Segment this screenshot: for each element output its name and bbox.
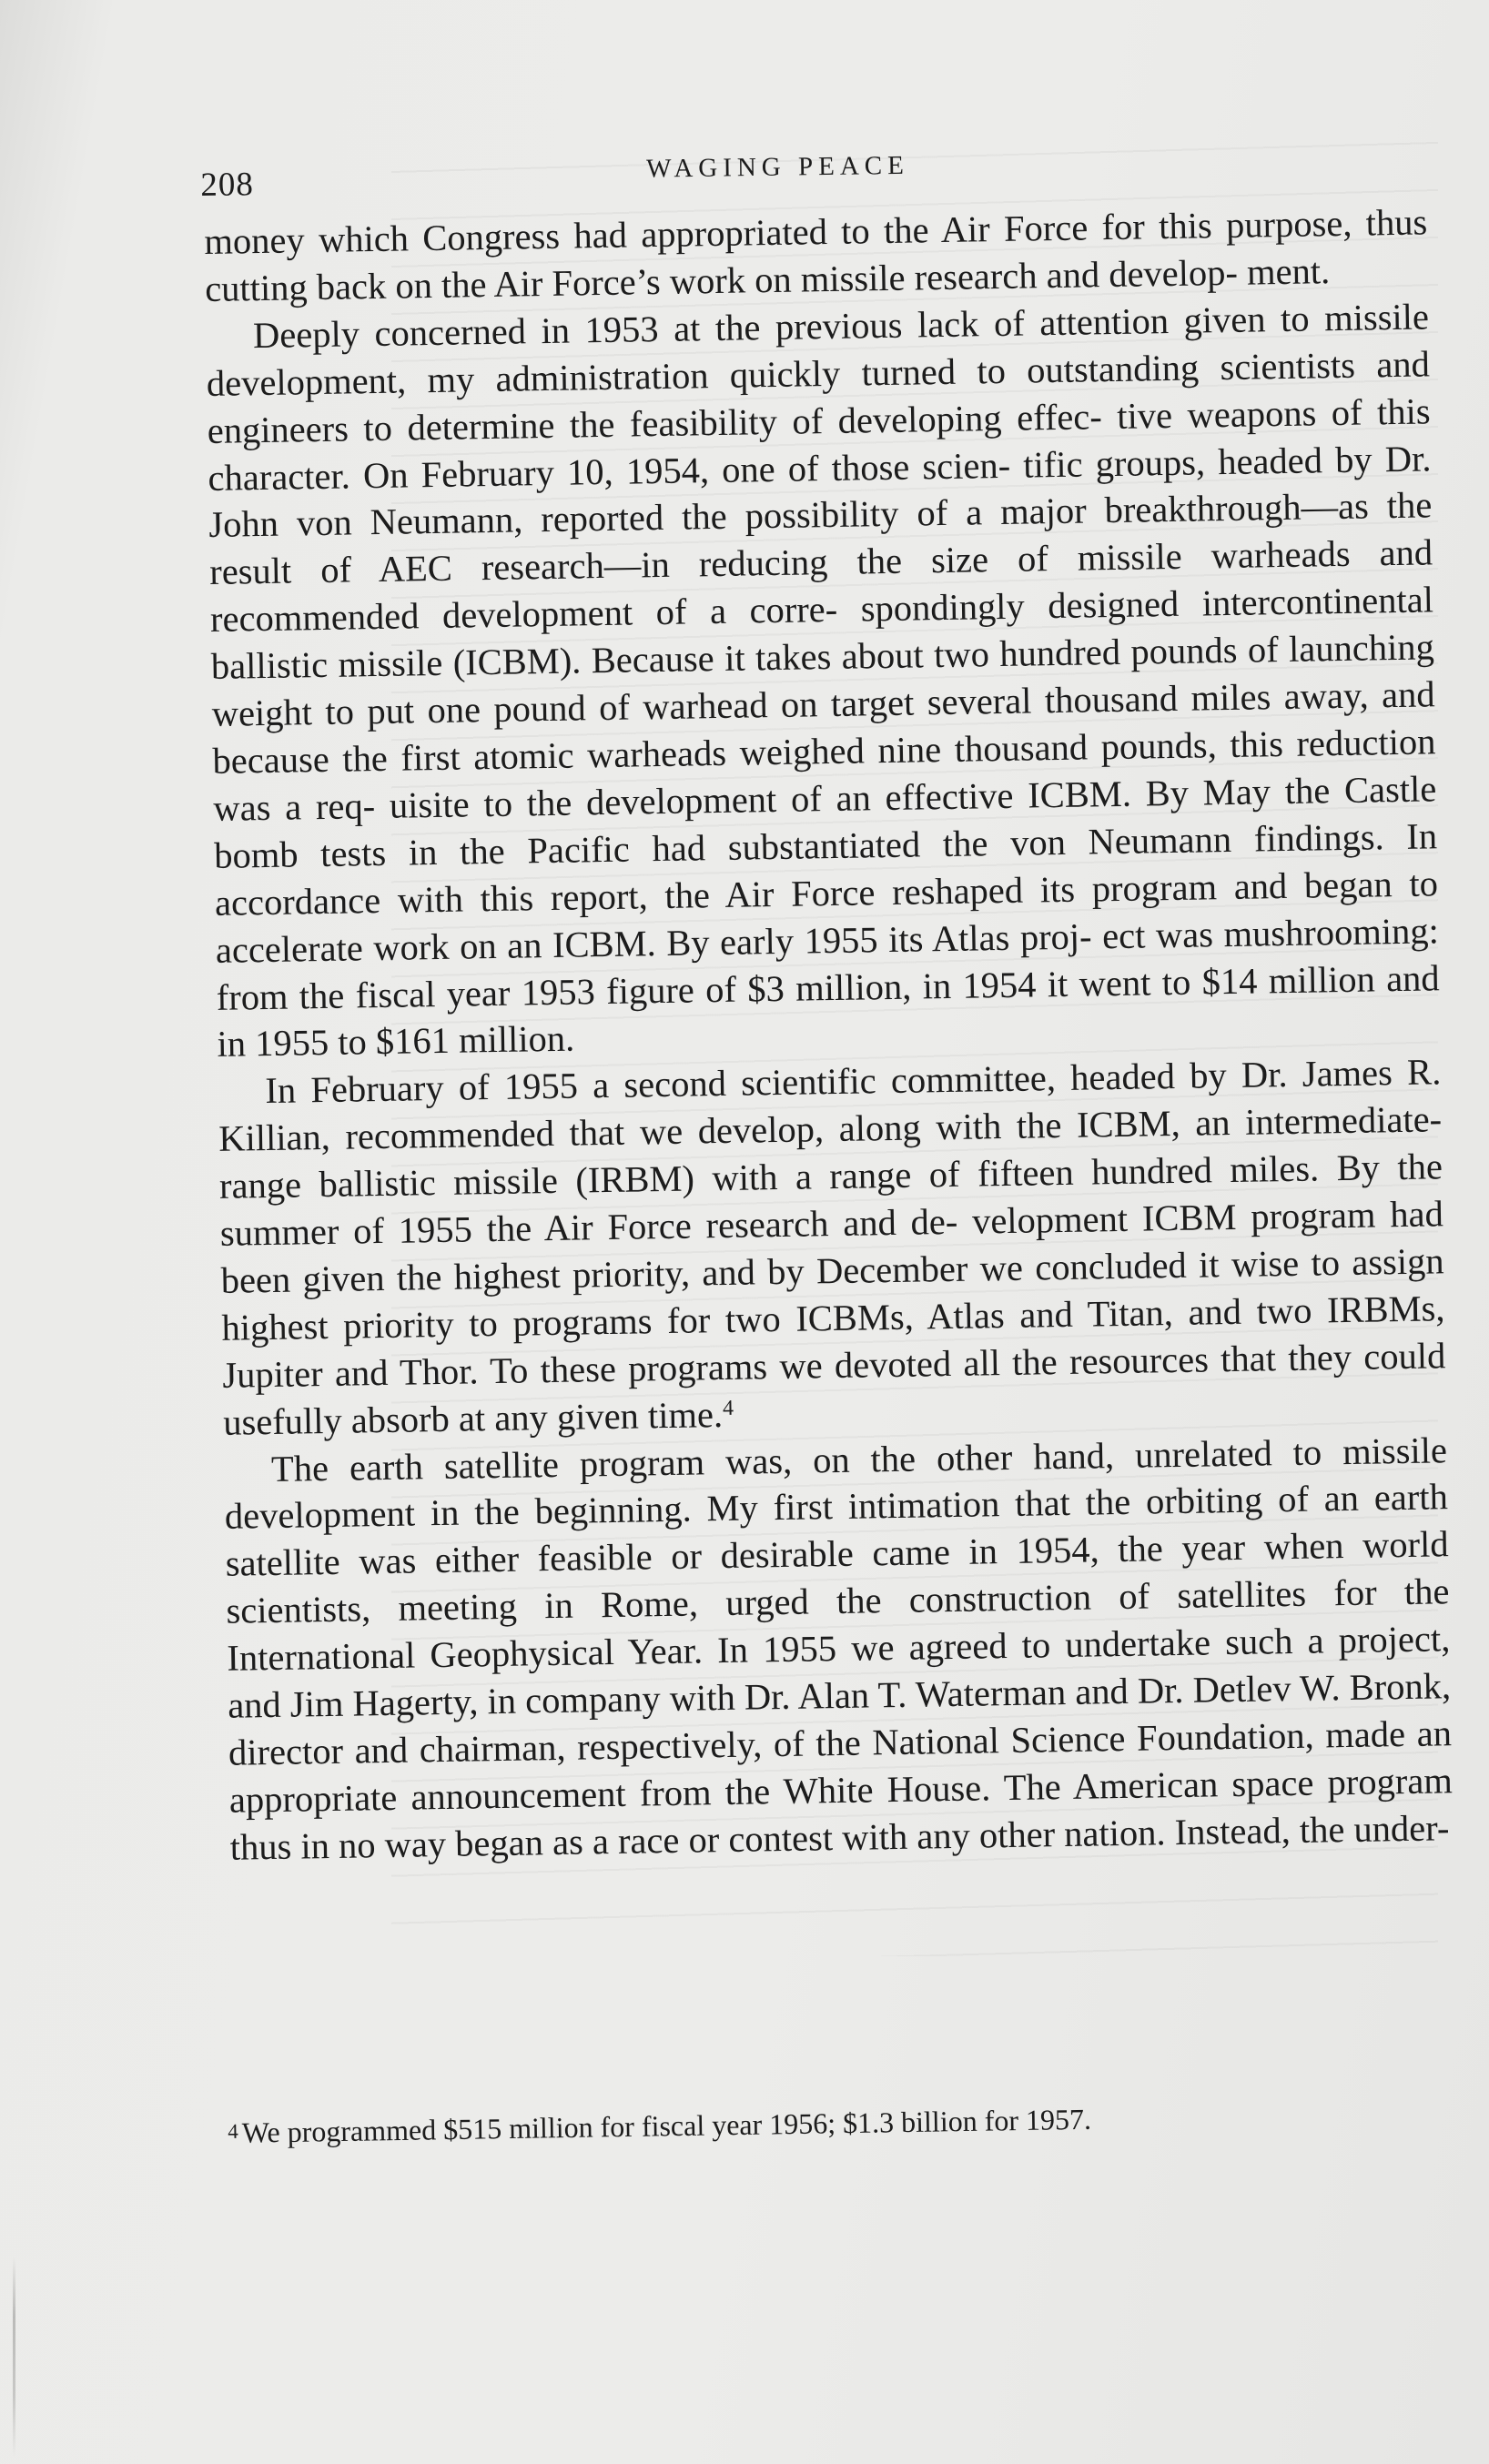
paragraph-3 bbox=[218, 1049, 1446, 1447]
page-edge-mark bbox=[13, 2257, 15, 2457]
paragraph-4: The earth satellite program was, on the other hand, unrelated to missile development in the beginning. My first intimation that the orbiting of an earth satellite was either feasible or desirable came in 1954, the year when world scientists, meeting in Rome, urged the construction of satellites for the International Geophysical Year. In 1955 we agreed to undertake such a project, and Jim Hagerty, in company with Dr. Alan T. Waterman and Dr. Detlev W. Bronk, director and chairman, respectively, of the National Science Foundation, made an appropriate announcement from the White House. The American space program thus in no way began as a race or contest with any other nation. Instead, the under- bbox=[224, 1429, 1454, 1868]
paragraph-3-text: In February of 1955 a second scientific committee, headed by Dr. James R. Killian, recommended that we develop, along with the ICBM, an intermediate-range ballistic missile (IRBM) with a range of fifteen hundred miles. By the summer of 1955 the Air Force research and de- velopment ICBM program had been given the highest priority, and by December we concluded it wise to assign highest priority to programs for two ICBMs, Atlas and Titan, and two IRBMs, Jupiter and Thor. To these programs we devoted all the resources that they could usefully absorb at any given time. bbox=[218, 1051, 1446, 1443]
page-number: 208 bbox=[200, 166, 255, 204]
footnote-reference: 4 bbox=[722, 1396, 734, 1420]
footnote-mark: 4 bbox=[228, 2119, 239, 2143]
footnote bbox=[228, 2095, 1420, 2151]
body-text bbox=[204, 198, 1454, 1871]
paragraph-1: money which Congress had appropriated to the Air Force for this purpose, thus cutting back on the Air Force’s work on missile research and develop- ment. bbox=[204, 201, 1428, 309]
footnote-text: We programmed $515 million for fiscal year 1956; $1.3 billion for 1957. bbox=[241, 2102, 1092, 2149]
paragraph-2: Deeply concerned in 1953 at the previous lack of attention given to missile development, my administration quickly turned to outstanding scientists and engineers to determine the feasibility of developing effec- tive weapons of this character. On February 10, 1954, one of those scien- tific groups, headed by Dr. John von Neumann, reported the possibility of a major breakthrough—as the result of AEC research—in reducing the size of missile warheads and recommended development of a corre- spondingly designed intercontinental ballistic missile (ICBM). Because it takes about two hundred pounds of launching weight to put one pound of warhead on target several thousand miles away, and because the first atomic warheads weighed nine thousand pounds, this reduction was a req- uisite to the development of an effective ICBM. By May the Castle bomb tests in the Pacific had substantiated the von Neumann findings. In accordance with this report, the Air Force reshaped its program and began to accelerate work on an ICBM. By early 1955 its Atlas proj- ect was mushrooming: from the fiscal year 1953 figure of $3 million, in 1954 it went to $14 million and in 1955 to $161 million. bbox=[206, 296, 1440, 1065]
running-head: WAGING PEACE bbox=[645, 150, 910, 184]
